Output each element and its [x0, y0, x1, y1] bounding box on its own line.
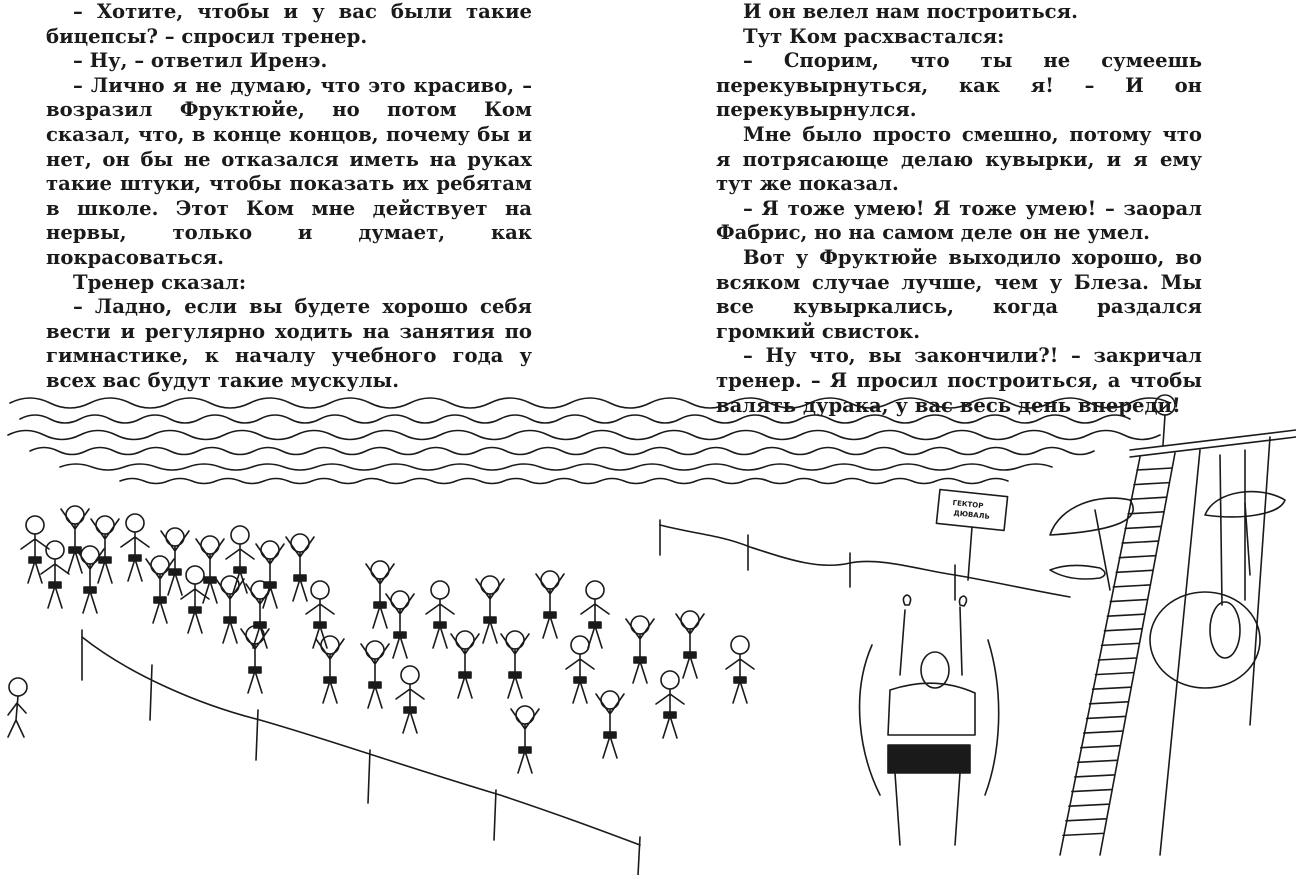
paragraph: – Ну, – ответил Иренэ.	[73, 49, 328, 73]
paragraph: – Спорим, что ты не сумеешь перекувырнуться, как я! – И он перекувырнулся.	[716, 49, 1202, 122]
sign-line2: ДЮВАЛЬ	[953, 509, 991, 521]
left-text-column	[46, 0, 532, 394]
paragraph: – Ладно, если вы будете хорошо себя вести и регулярно ходить на занятия по гимнастике, к началу учебного года у всех вас будут такие мускулы.	[46, 295, 532, 392]
beach-illustration	[0, 375, 1296, 875]
name-sign	[936, 490, 1007, 580]
paragraph: И он велел нам построиться.	[743, 0, 1078, 23]
paragraph: Мне было просто смешно, потому что я потрясающе делаю кувырки, и я ему тут же показал.	[716, 122, 1202, 196]
paragraph: – Ну что, вы закончили?! – закричал тренер. – Я просил построиться, а чтобы валять дурака, у вас весь день впереди!	[716, 344, 1202, 417]
right-text-column	[716, 0, 1202, 418]
paragraph: – Лично я не думаю, что это красиво, – возразил Фруктюйе, но потом Ком сказал, что, в конце концов, почему бы и нет, он бы не отказался иметь на руках такие штуки, чтобы показать их ребятам в школе. Этот Ком мне действует на нервы, только и думает, как покрасоваться.	[46, 73, 532, 269]
lifeguard-tower	[1060, 395, 1296, 855]
rope-fence	[82, 520, 1070, 875]
coach-figure	[860, 595, 999, 845]
walking-kid	[8, 678, 27, 737]
paragraph: – Хотите, чтобы и у вас были такие бицепсы? – спросил тренер.	[46, 0, 532, 48]
sea-waves	[8, 398, 1170, 484]
kids-group	[21, 506, 754, 773]
paragraph: – Я тоже умею! Я тоже умею! – заорал Фабрис, но на самом деле он не умел.	[716, 196, 1202, 245]
paragraph: Тут Ком расхвастался:	[743, 24, 1005, 48]
paragraph: Тренер сказал:	[73, 270, 247, 294]
sign-line1: ГЕКТОР	[952, 498, 984, 511]
paragraph: Вот у Фруктюйе выходило хорошо, во всяком случае лучше, чем у Блеза. Мы все кувыркались, когда раздался громкий свисток.	[716, 245, 1202, 343]
beach-umbrellas	[1050, 492, 1285, 590]
